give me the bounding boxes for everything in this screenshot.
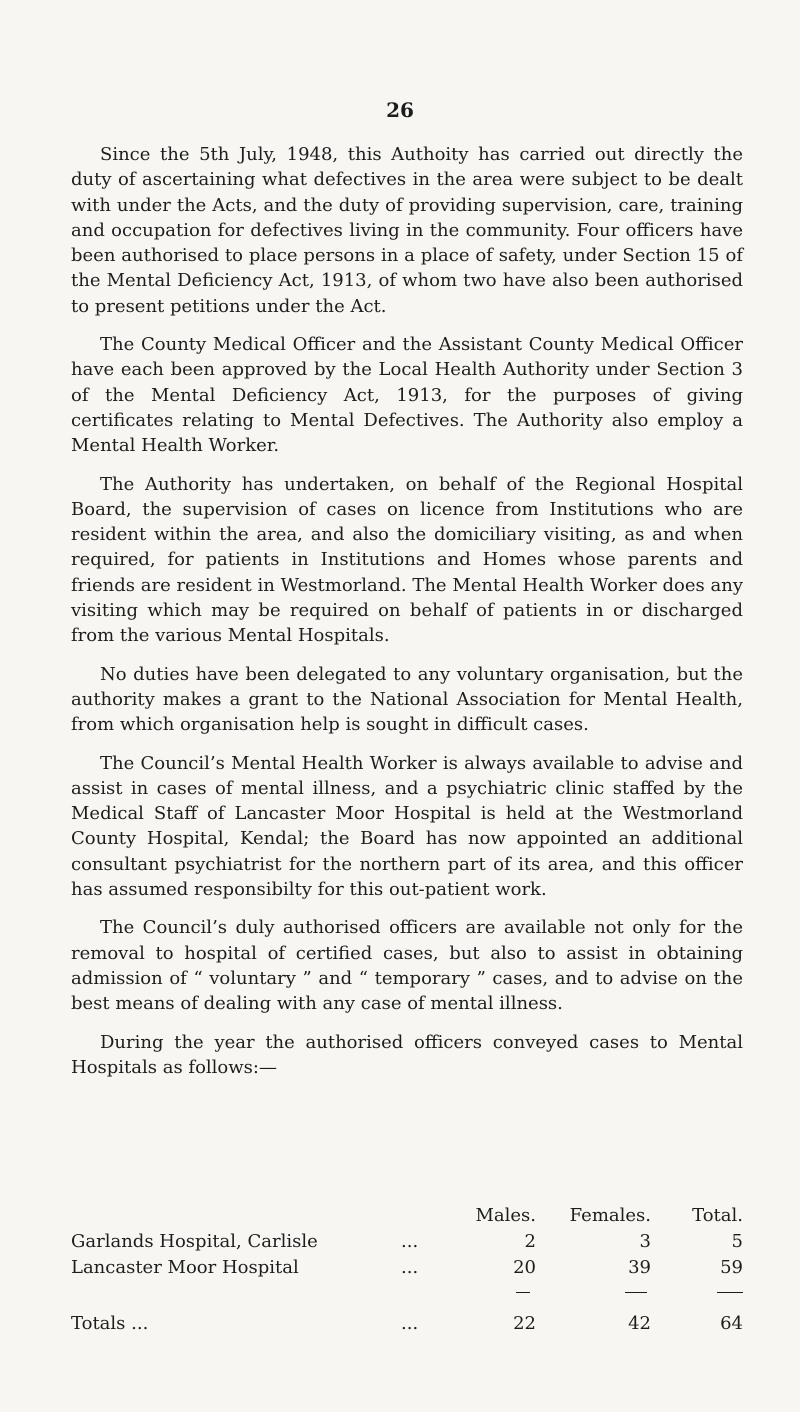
males-value: 2 <box>524 1231 536 1252</box>
grand-total: 64 <box>720 1313 743 1334</box>
totals-row <box>71 1302 743 1334</box>
sum-rule-row <box>71 1278 743 1302</box>
leader-dots: ... <box>401 1231 419 1252</box>
females-value: 39 <box>628 1257 651 1278</box>
paragraph: Since the 5th July, 1948, this Authoity has carried out directly the duty of ascertaining what defectives in the area were subject to be dealt with under the Acts, and the duty of providing supervision, care, training and occupation for defectives living in the community. Four officers have been authorised to place persons in a place of safety, under Section 15 of the Mental Deficiency Act, 1913, of whom two have also been authorised to present petitions under the Act. <box>71 144 743 317</box>
table-row <box>71 1252 743 1278</box>
males-value: 20 <box>513 1257 536 1278</box>
leader-dots: ... <box>401 1257 419 1278</box>
totals-label: Totals ... <box>71 1313 149 1334</box>
males-total: 22 <box>513 1313 536 1334</box>
row-label: Garlands Hospital, Carlisle <box>71 1231 318 1252</box>
sum-rule <box>625 1292 647 1293</box>
paragraph: No duties have been delegated to any voluntary organisation, but the authority makes a grant to the National Association for Mental Health, from which organisation help is sought in difficult cases. <box>71 663 743 736</box>
body-text <box>71 142 743 1080</box>
header-females: Females. <box>569 1205 651 1226</box>
sum-rule <box>516 1292 530 1293</box>
paragraph: The County Medical Officer and the Assistant County Medical Officer have each been approved by the Local Health Authority under Section 3 of the Mental Deficiency Act, 1913, for the purposes of giving certificates relating to Mental Defectives. The Authority also employ a Mental Health Worker. <box>71 334 743 457</box>
females-total: 42 <box>628 1313 651 1334</box>
hospital-cases-table <box>71 1200 743 1334</box>
sum-rule <box>717 1292 743 1293</box>
header-total: Total. <box>692 1205 743 1226</box>
paragraph: The Authority has undertaken, on behalf of the Regional Hospital Board, the supervision of cases on licence from Institutions who are resident within the area, and also the domiciliary visiting, as and when required, for patients in Institutions and Homes whose parents and friends are resident in Westmorland. The Mental Health Worker does any visiting which may be required on behalf of patients in or discharged from the various Mental Hospitals. <box>71 473 743 647</box>
leader-dots: ... <box>401 1313 419 1334</box>
paragraph: The Council’s Mental Health Worker is always available to advise and assist in cases of mental illness, and a psychiatric clinic staffed by the Medical Staff of Lancaster Moor Hospital is held at the Westmorland County Hospital, Kendal; the Board has now appointed an additional consultant psychiatrist for the northern part of its area, and this officer has assumed responsibilty for this out-patient work. <box>71 752 743 901</box>
females-value: 3 <box>639 1231 651 1252</box>
page-number: 26 <box>386 98 414 122</box>
total-value: 5 <box>731 1231 743 1252</box>
total-value: 59 <box>720 1257 743 1278</box>
table-header-row <box>71 1200 743 1226</box>
table-row <box>71 1226 743 1252</box>
paragraph: The Council’s duly authorised officers are available not only for the removal to hospital of certified cases, but also to assist in obtaining admission of “ voluntary ” and “ temporary ” cases, and to advise on the best means of dealing with any case of mental illness. <box>71 917 743 1015</box>
paragraph: During the year the authorised officers conveyed cases to Mental Hospitals as follows:— <box>71 1031 743 1078</box>
header-males: Males. <box>475 1205 536 1226</box>
row-label: Lancaster Moor Hospital <box>71 1257 299 1278</box>
